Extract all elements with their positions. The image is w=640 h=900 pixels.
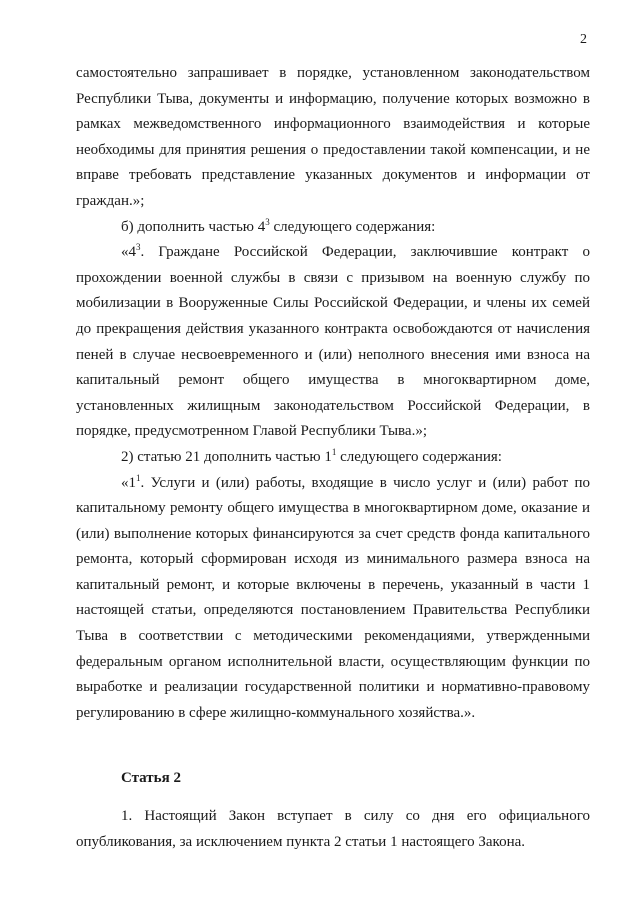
list-item-b-text: следующего содержания: <box>269 218 436 235</box>
superscript: 1 <box>136 472 141 483</box>
paragraph-line: установленных жилищным законодательством Российской Федерации, в <box>76 397 590 414</box>
paragraph-line: Тыва в соответствии с методическими рекомендациями, утвержденными <box>76 628 590 645</box>
paragraph-line: Республики Тыва, документы и информацию, получение которых возможно в <box>76 90 590 107</box>
list-item-2-text: следующего содержания: <box>336 448 502 465</box>
paragraph-line: вправе требовать представление указанных документов и информации от <box>76 167 590 184</box>
list-item-b-text: б) дополнить частью 4 <box>121 218 266 235</box>
paragraph-line: настоящей статьи, определяются постановлением Правительства Республики <box>76 602 590 619</box>
paragraph-line: регулированию в сфере жилищно-коммунального хозяйства.». <box>76 704 476 721</box>
paragraph-line: федеральным органом исполнительной власти, осуществляющим функции по <box>76 653 590 670</box>
quoted-paragraph-start <box>76 471 590 497</box>
paragraph-line: выработке и реализации государственной политики и нормативно-правовому <box>76 679 590 696</box>
quote-text: «1 <box>121 474 136 491</box>
list-item-2-text: 2) статью 21 дополнить частью 1 <box>121 448 332 465</box>
paragraph-line: капитальный ремонт общего имущества в многоквартирном доме, <box>76 372 590 389</box>
article-paragraph-line: 1. Настоящий Закон вступает в силу со дня его официального <box>121 808 590 825</box>
paragraph-line: рамках межведомственного информационного взаимодействия и которые <box>76 116 590 133</box>
article-paragraph-line: опубликования, за исключением пункта 2 статьи 1 настоящего Закона. <box>76 833 526 850</box>
paragraph-line: прохождении военной службы в связи с призывом на военную службу по <box>76 269 590 286</box>
paragraph-line: ремонта, который сформирован исходя из минимального размера взноса на <box>76 551 590 568</box>
quote-text: . Услуги и (или) работы, входящие в число услуг и (или) работ по <box>140 474 590 491</box>
paragraph-line: граждан.»; <box>76 192 145 209</box>
paragraph-line: необходимы для принятия решения о предоставлении такой компенсации, и не <box>76 141 590 158</box>
paragraph-line: капитальному ремонту общего имущества в многоквартирном доме, оказание и <box>76 500 590 517</box>
section-spacer <box>76 726 590 766</box>
paragraph-line: капитальный ремонт, и которые включены в перечень, указанный в части 1 <box>76 576 590 593</box>
superscript: 1 <box>331 446 337 457</box>
quoted-paragraph-start <box>76 240 590 266</box>
quote-text: . Граждане Российской Федерации, заключившие контракт о <box>140 244 590 261</box>
section-spacer <box>76 792 590 804</box>
paragraph-line: самостоятельно запрашивает в порядке, установленном законодательством <box>76 65 590 81</box>
article-heading: Статья 2 <box>121 770 181 787</box>
paragraph-line: порядке, предусмотренном Главой Республики Тыва.»; <box>76 423 428 440</box>
superscript: 3 <box>136 242 141 253</box>
paragraph-line: мобилизации в Вооруженные Силы Российской Федерации, и члены их семей <box>76 295 590 312</box>
paragraph-line: до прекращения действия указанного контракта освобождаются от начисления <box>76 320 590 337</box>
list-item-b <box>76 215 590 241</box>
list-item-2 <box>76 445 590 471</box>
document-body <box>76 61 590 855</box>
page-number: 2 <box>580 32 587 47</box>
paragraph-line: (или) выполнение которых финансируются за счет средств фонда капитального <box>76 525 590 542</box>
paragraph-line: пеней в случае несвоевременного и (или) неполного внесения ими взноса на <box>76 346 590 363</box>
quote-text: «4 <box>121 244 136 261</box>
superscript: 3 <box>265 216 270 227</box>
